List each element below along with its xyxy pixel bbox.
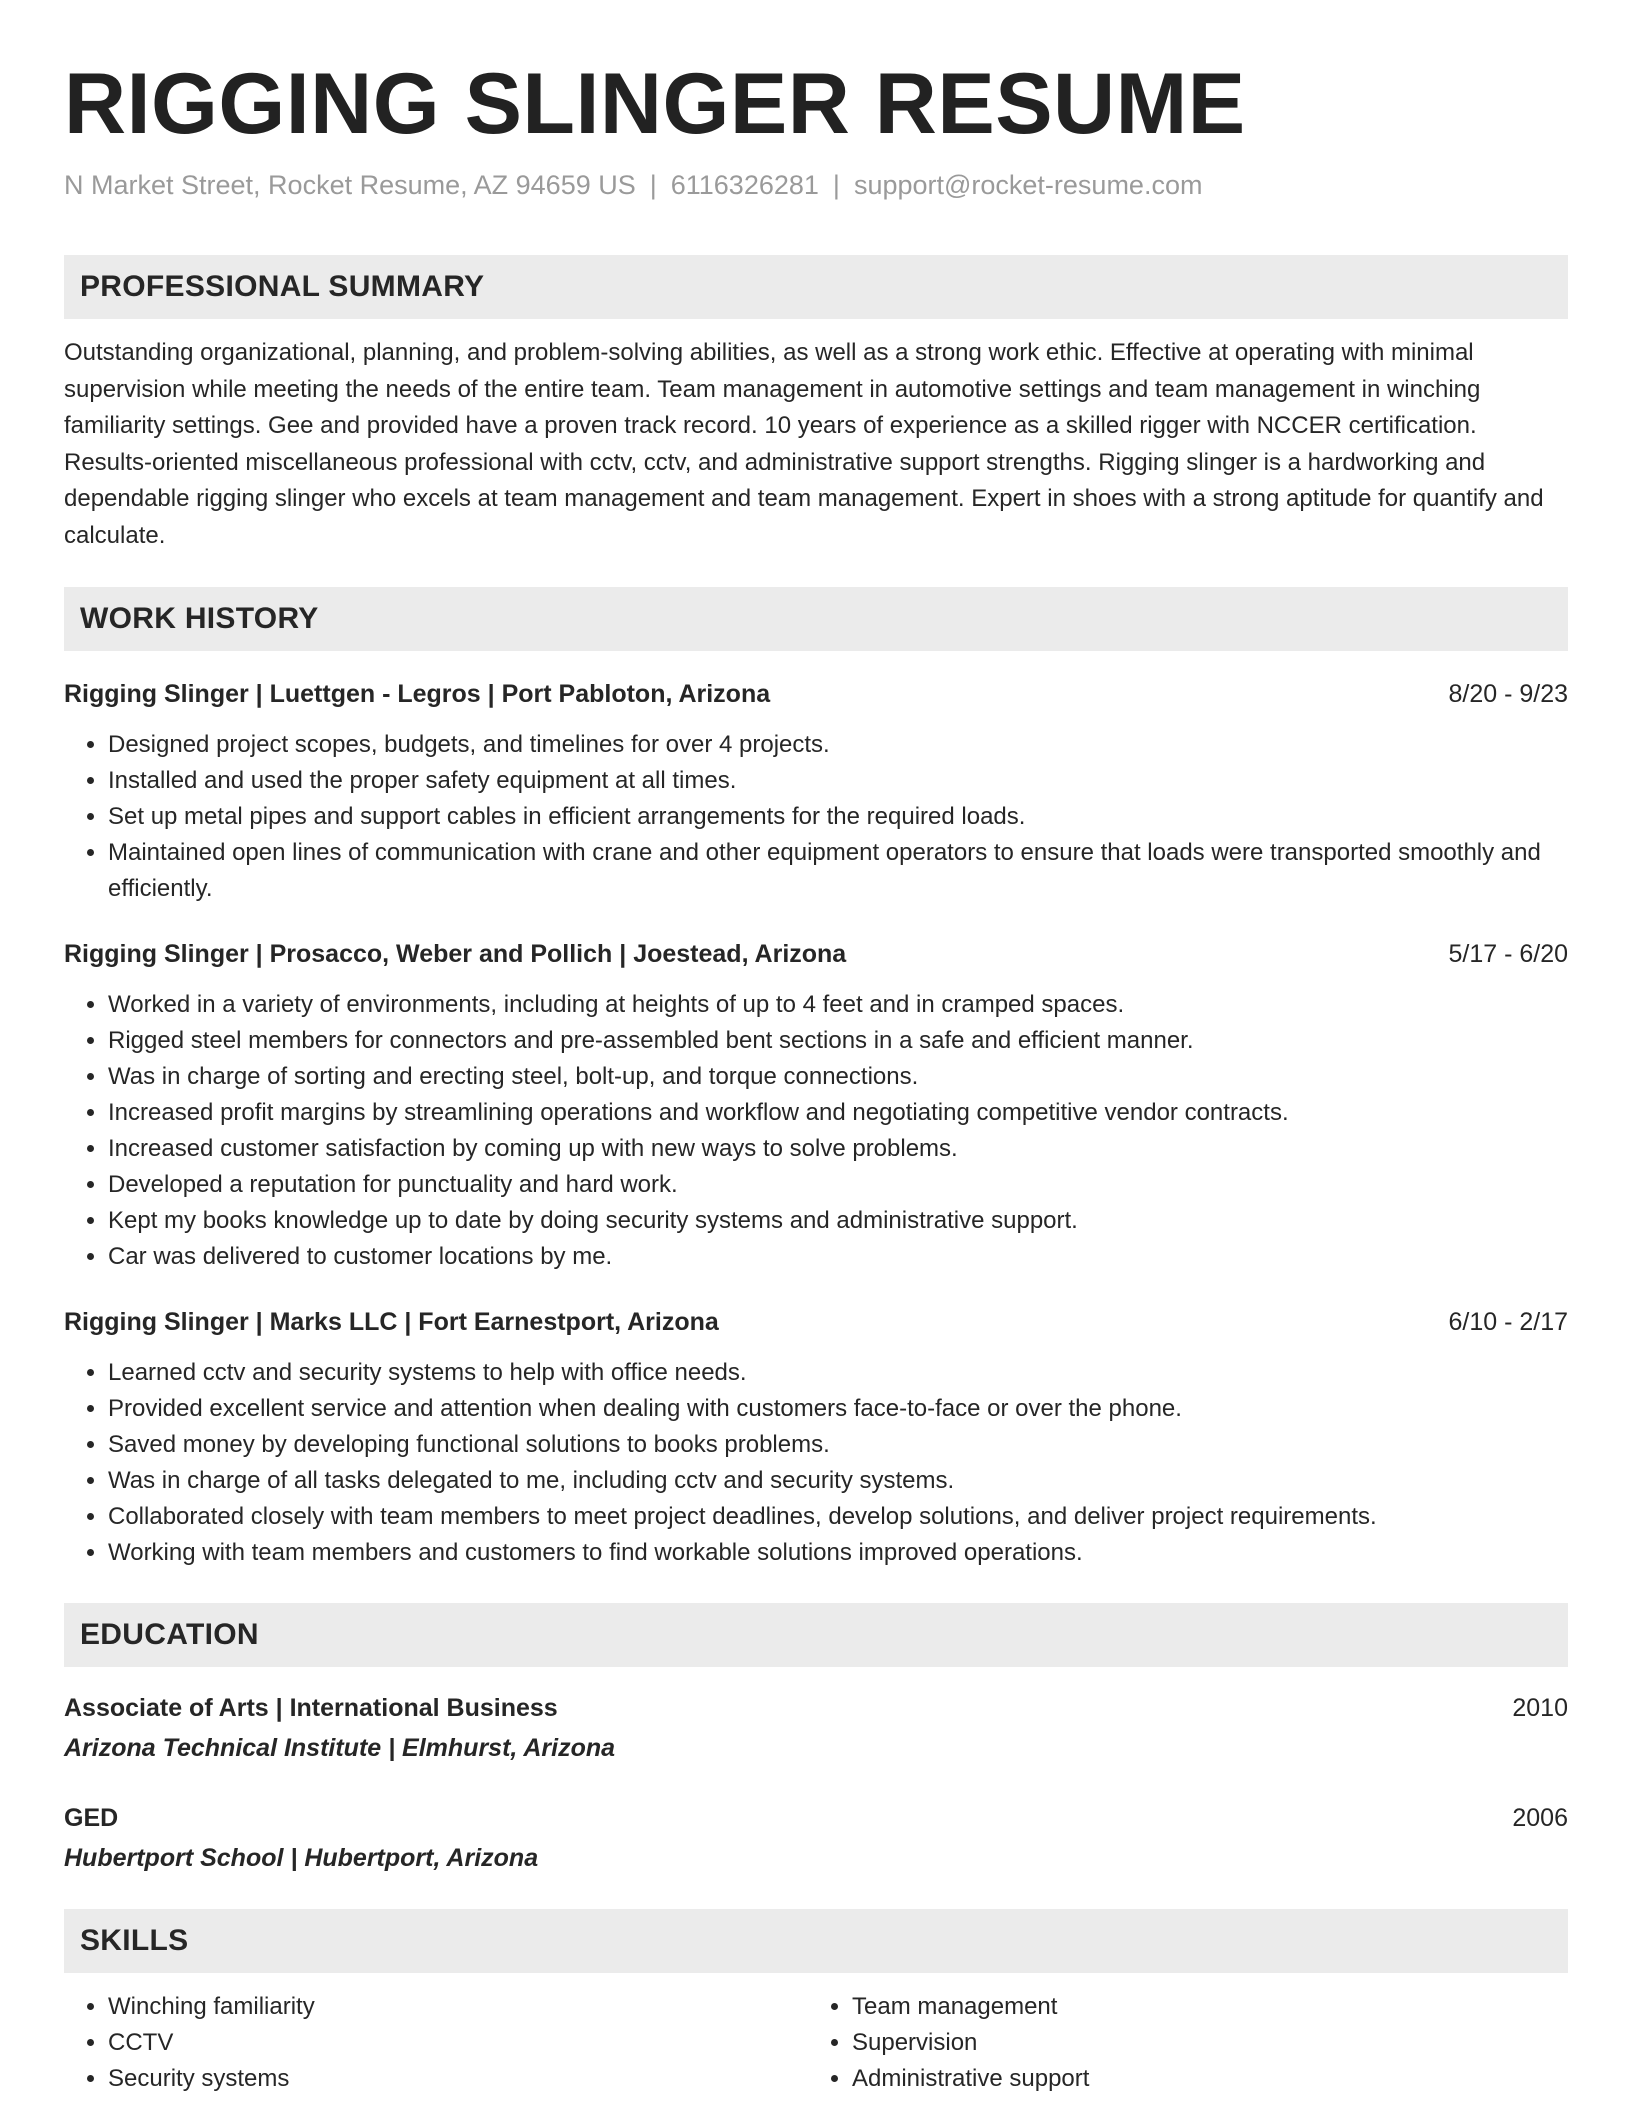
skill-item: • CCTV <box>108 2025 808 2061</box>
skill-item: • Security systems <box>108 2061 808 2097</box>
job-entry <box>64 677 1568 907</box>
skills-list <box>64 1989 1568 2097</box>
job-bullets <box>64 987 1568 1275</box>
contact-address: N Market Street, Rocket Resume, AZ 94659 US <box>64 170 636 200</box>
work-history-heading: WORK HISTORY <box>64 587 1568 651</box>
education-heading: EDUCATION <box>64 1603 1568 1667</box>
job-bullet: • Kept my books knowledge up to date by doing security systems and administrative support. <box>108 1203 1568 1239</box>
job-bullet: • Rigged steel members for connectors and pre-assembled bent sections in a safe and efficient manner. <box>108 1023 1568 1059</box>
skill-item: • Supervision <box>852 2025 1552 2061</box>
job-bullet: • Increased profit margins by streamlining operations and workflow and negotiating competitive vendor contracts. <box>108 1095 1568 1131</box>
job-bullet: • Provided excellent service and attention when dealing with customers face-to-face or over the phone. <box>108 1391 1568 1427</box>
job-bullet: • Working with team members and customers to find workable solutions improved operations. <box>108 1535 1568 1571</box>
skills-column-right <box>808 1989 1552 2097</box>
job-title: Rigging Slinger | Marks LLC | Fort Earnestport, Arizona <box>64 1308 719 1336</box>
skills-column-left <box>64 1989 808 2097</box>
summary-heading: PROFESSIONAL SUMMARY <box>64 255 1568 319</box>
contact-line <box>64 168 1568 202</box>
education-degree: Associate of Arts | International Business <box>64 1694 558 1722</box>
job-dates: 5/17 - 6/20 <box>1448 940 1568 968</box>
education-school: Hubertport School | Hubertport, Arizona <box>64 1844 539 1872</box>
education-year: 2006 <box>1512 1804 1568 1832</box>
skill-item: • Administrative support <box>852 2061 1552 2097</box>
contact-separator: | <box>649 170 657 200</box>
resume-title: RIGGING SLINGER RESUME <box>64 56 1246 152</box>
job-bullet: • Set up metal pipes and support cables in efficient arrangements for the required loads. <box>108 799 1568 835</box>
job-entry <box>64 1305 1568 1571</box>
skills-heading: SKILLS <box>64 1909 1568 1973</box>
job-bullet: • Maintained open lines of communication with crane and other equipment operators to ensure that loads were transported smoothly and efficiently. <box>108 835 1568 907</box>
job-bullet: • Saved money by developing functional solutions to books problems. <box>108 1427 1568 1463</box>
job-bullet: • Collaborated closely with team members to meet project deadlines, develop solutions, and deliver project requirements. <box>108 1499 1568 1535</box>
resume-page <box>64 0 1568 2097</box>
job-bullets <box>64 727 1568 907</box>
education-entry <box>64 1691 1568 1765</box>
contact-separator: | <box>832 170 840 200</box>
job-bullet: • Designed project scopes, budgets, and timelines for over 4 projects. <box>108 727 1568 763</box>
education-year: 2010 <box>1512 1694 1568 1722</box>
job-title: Rigging Slinger | Prosacco, Weber and Pollich | Joestead, Arizona <box>64 940 847 968</box>
job-dates: 6/10 - 2/17 <box>1448 1308 1568 1336</box>
education-school: Arizona Technical Institute | Elmhurst, Arizona <box>64 1734 616 1762</box>
job-bullet: • Worked in a variety of environments, including at heights of up to 4 feet and in cramped spaces. <box>108 987 1568 1023</box>
job-bullet: • Developed a reputation for punctuality and hard work. <box>108 1167 1568 1203</box>
job-bullet: • Learned cctv and security systems to help with office needs. <box>108 1355 1568 1391</box>
contact-email: support@rocket-resume.com <box>853 170 1203 200</box>
job-bullet: • Installed and used the proper safety equipment at all times. <box>108 763 1568 799</box>
contact-phone: 6116326281 <box>670 170 819 200</box>
job-entry <box>64 937 1568 1275</box>
education-degree: GED <box>64 1804 119 1832</box>
job-bullet: • Increased customer satisfaction by coming up with new ways to solve problems. <box>108 1131 1568 1167</box>
skill-item: • Winching familiarity <box>108 1989 808 2025</box>
job-bullet: • Was in charge of all tasks delegated to me, including cctv and security systems. <box>108 1463 1568 1499</box>
job-bullets <box>64 1355 1568 1571</box>
job-bullet: • Was in charge of sorting and erecting steel, bolt-up, and torque connections. <box>108 1059 1568 1095</box>
job-bullet: • Car was delivered to customer locations by me. <box>108 1239 1568 1275</box>
skill-item: • Team management <box>852 1989 1552 2025</box>
education-entry <box>64 1801 1568 1875</box>
summary-text: Outstanding organizational, planning, and problem-solving abilities, as well as a strong work ethic. Effective at operating with minimal supervision while meeting the needs of the entire team. Team management in automotive settings and team management in winching familiarity settings. Gee and provided have a proven track record. 10 years of experience as a skilled rigger with NCCER certification. Results-oriented miscellaneous professional with cctv, cctv, and administrative support strengths. Rigging slinger is a hardworking and dependable rigging slinger who excels at team management and team management. Expert in shoes with a strong aptitude for quantify and calculate. <box>64 339 1544 549</box>
job-title: Rigging Slinger | Luettgen - Legros | Port Pabloton, Arizona <box>64 680 771 708</box>
job-dates: 8/20 - 9/23 <box>1448 680 1568 708</box>
